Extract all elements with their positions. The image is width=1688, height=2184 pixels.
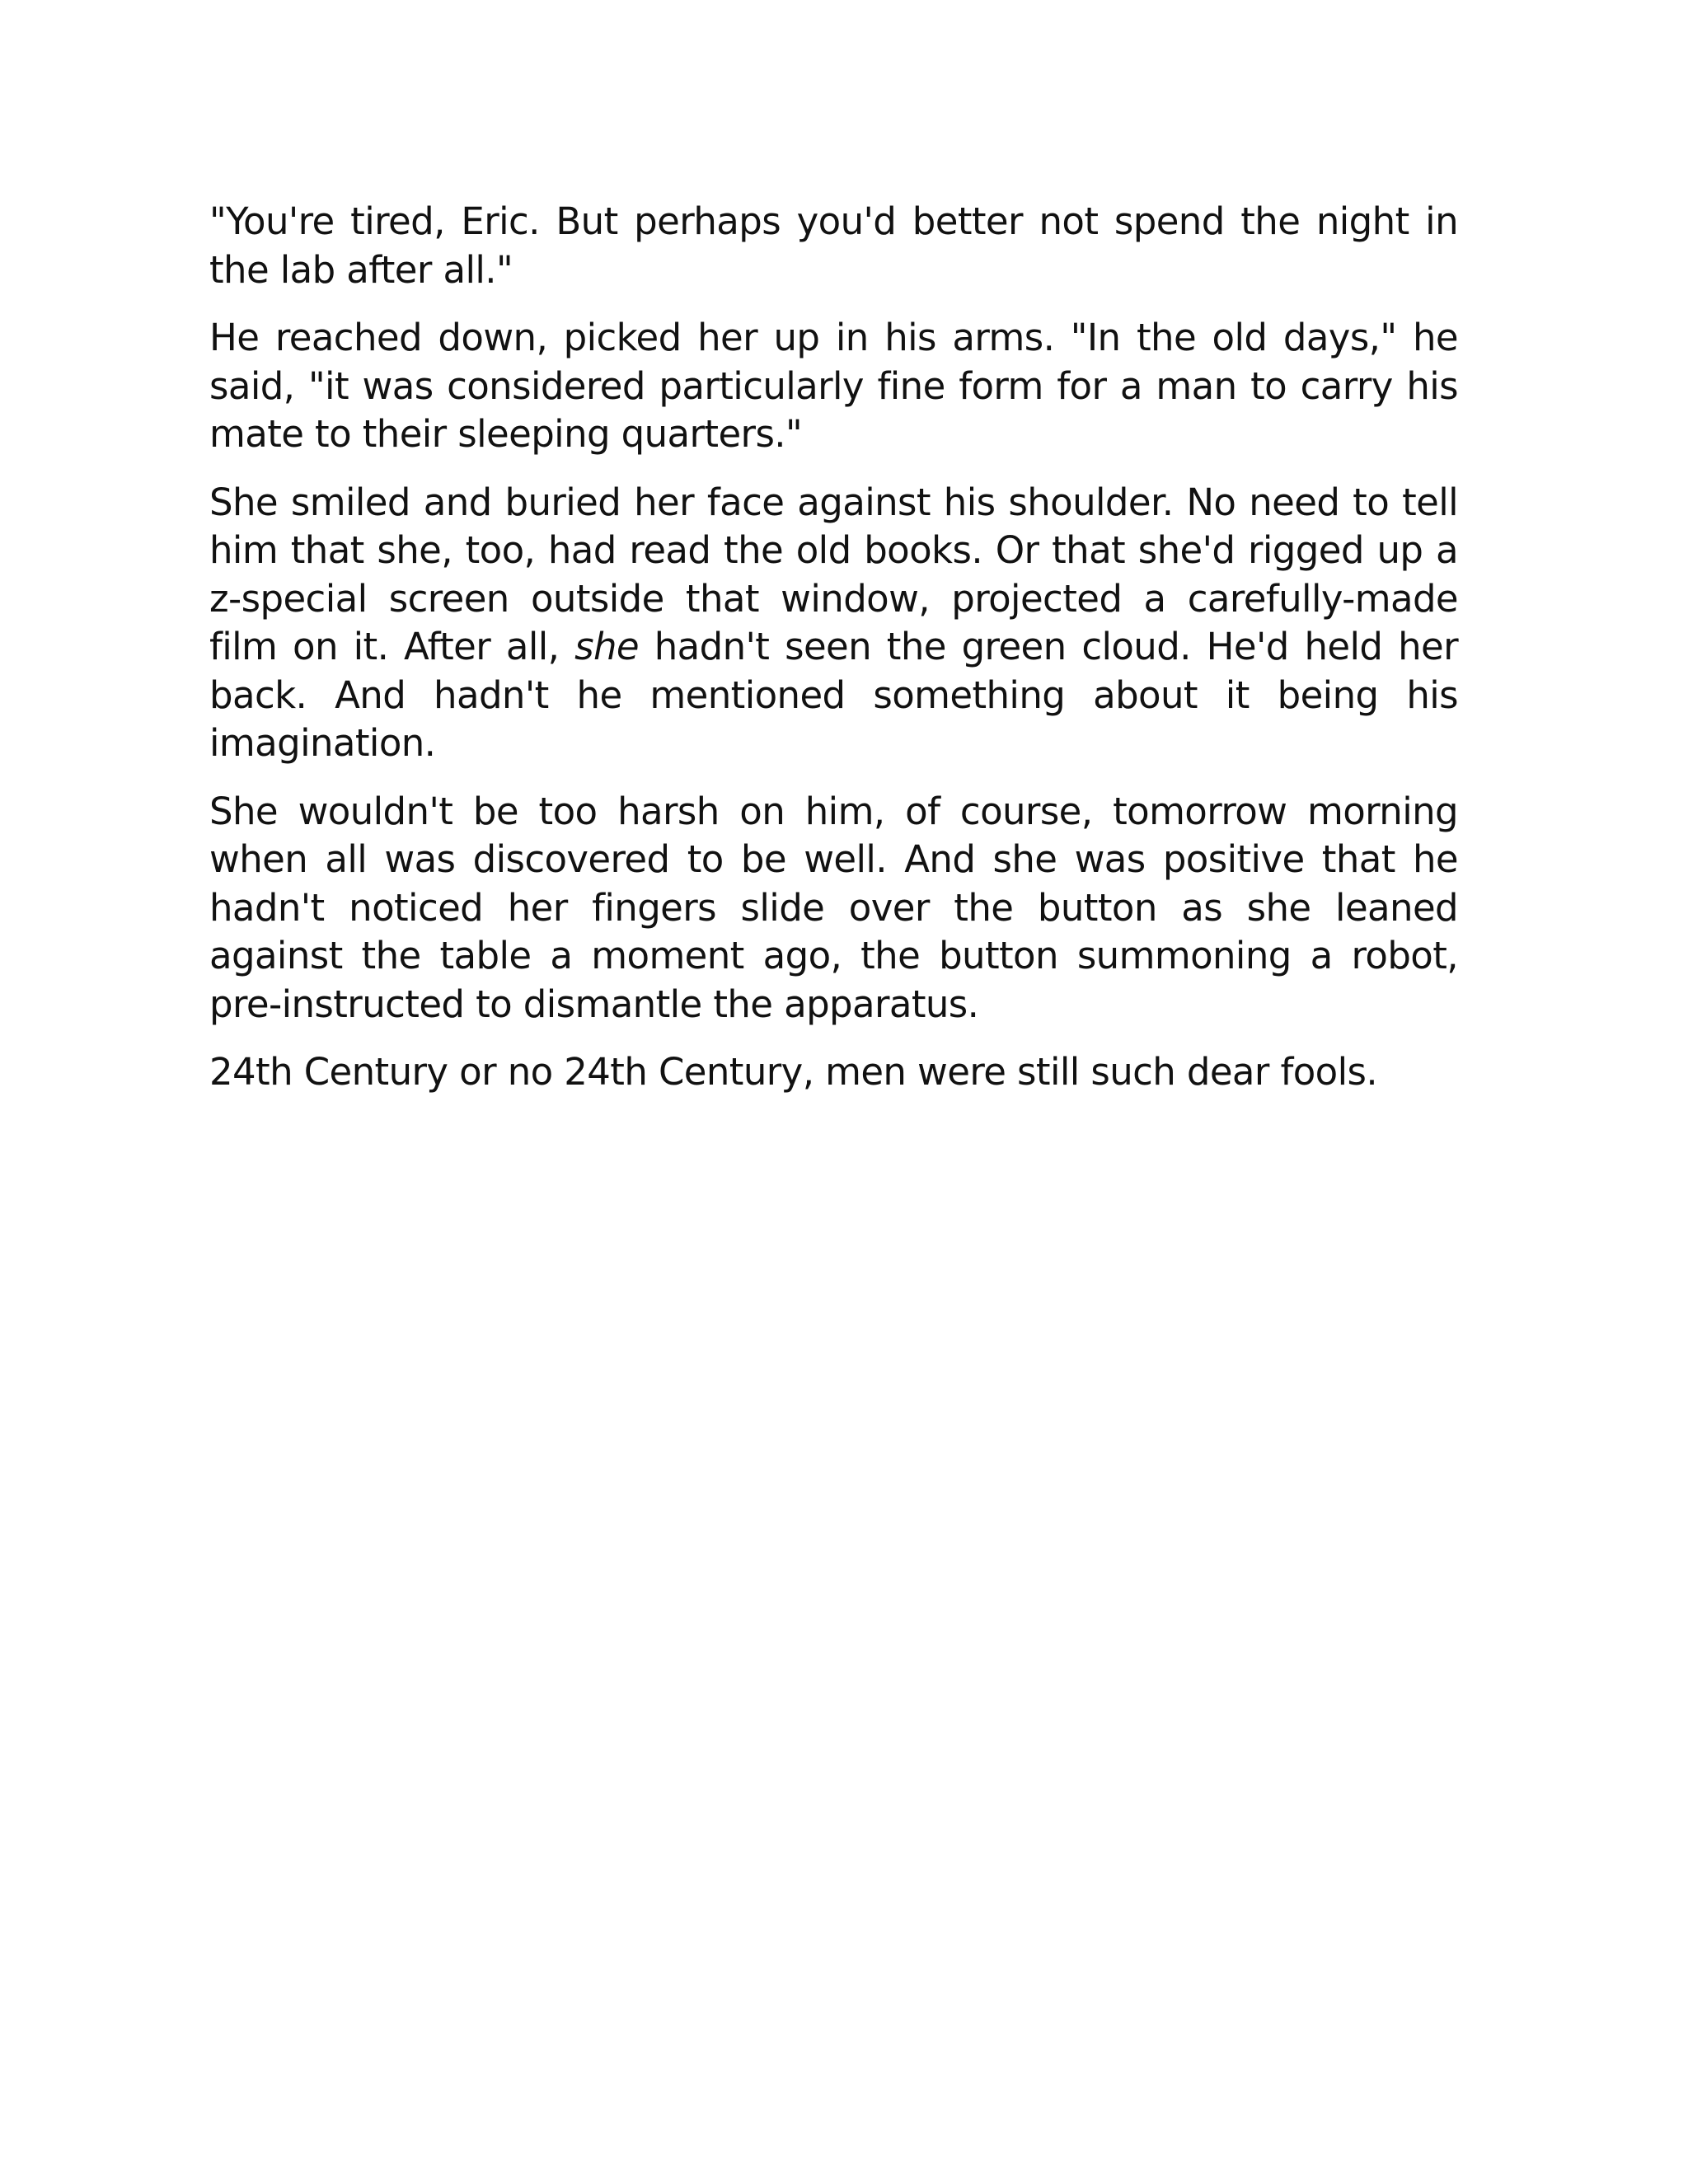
paragraph-3-text-after: hadn't seen the green cloud. He'd held her back. And hadn't he mentioned something about it being his imagination. — [209, 625, 1458, 765]
paragraph-4: She wouldn't be too harsh on him, of course, tomorrow morning when all was discovered to be well. And she was positive that he hadn't noticed her fingers slide over the button as she leaned against the table a moment ago, the button summoning a robot, pre-instructed to dismantle the apparatus. — [209, 789, 1458, 1026]
paragraph-3-italic: she — [574, 625, 639, 668]
paragraph-3 — [209, 479, 1458, 768]
document-page — [209, 198, 1458, 1117]
paragraph-1: "You're tired, Eric. But perhaps you'd better not spend the night in the lab after all." — [209, 199, 1458, 292]
paragraph-3-text-before: She smiled and buried her face against his shoulder. No need to tell him that she, too, had read the old books. Or that she'd rigged up a z-special screen outside that window, projected a carefully-made film on it. After all, — [209, 480, 1458, 668]
paragraph-2: He reached down, picked her up in his arms. "In the old days," he said, "it was considered particularly fine form for a man to carry his mate to their sleeping quarters." — [209, 316, 1458, 456]
paragraph-5: 24th Century or no 24th Century, men were still such dear fools. — [209, 1050, 1378, 1094]
